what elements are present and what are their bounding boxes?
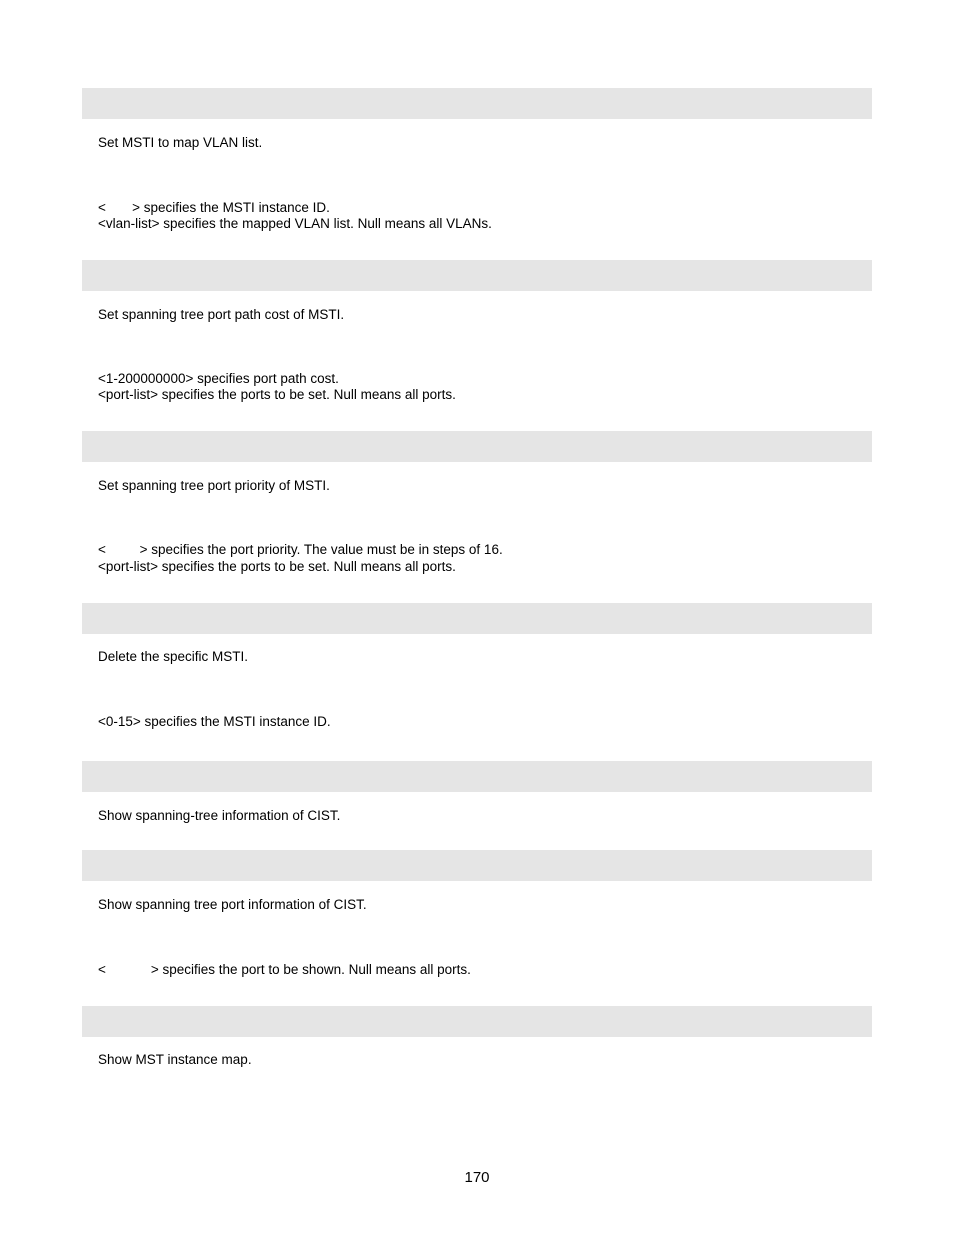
page-number: 170: [464, 1169, 490, 1186]
command-header-bar: [82, 260, 872, 291]
command-description: Show spanning-tree information of CIST.: [98, 808, 341, 823]
command-header-bar: [82, 761, 872, 792]
command-description: Show MST instance map.: [98, 1052, 252, 1067]
command-header-bar: [82, 88, 872, 119]
command-description: Show spanning tree port information of CIST.: [98, 897, 367, 912]
parameter-text: <0-15> specifies the MSTI instance ID.: [98, 714, 331, 729]
command-description: Set spanning tree port path cost of MSTI.: [98, 307, 345, 322]
parameter-text: < > specifies the port to be shown. Null means all ports.: [98, 962, 471, 977]
parameter-text: <port-list> specifies the ports to be set. Null means all ports.: [98, 559, 456, 574]
parameter-text: < > specifies the MSTI instance ID.: [98, 200, 330, 215]
command-description: Delete the specific MSTI.: [98, 649, 249, 664]
parameter-text: <port-list> specifies the ports to be set. Null means all ports.: [98, 387, 456, 402]
command-header-bar: [82, 431, 872, 462]
parameter-text: <vlan-list> specifies the mapped VLAN list. Null means all VLANs.: [98, 216, 492, 231]
command-description: Set spanning tree port priority of MSTI.: [98, 478, 330, 493]
command-header-bar: [82, 603, 872, 634]
parameter-text: <1-200000000> specifies port path cost.: [98, 371, 339, 386]
command-header-bar: [82, 850, 872, 881]
command-header-bar: [82, 1006, 872, 1037]
parameter-text: < > specifies the port priority. The value must be in steps of 16.: [98, 542, 503, 557]
command-description: Set MSTI to map VLAN list.: [98, 135, 263, 150]
